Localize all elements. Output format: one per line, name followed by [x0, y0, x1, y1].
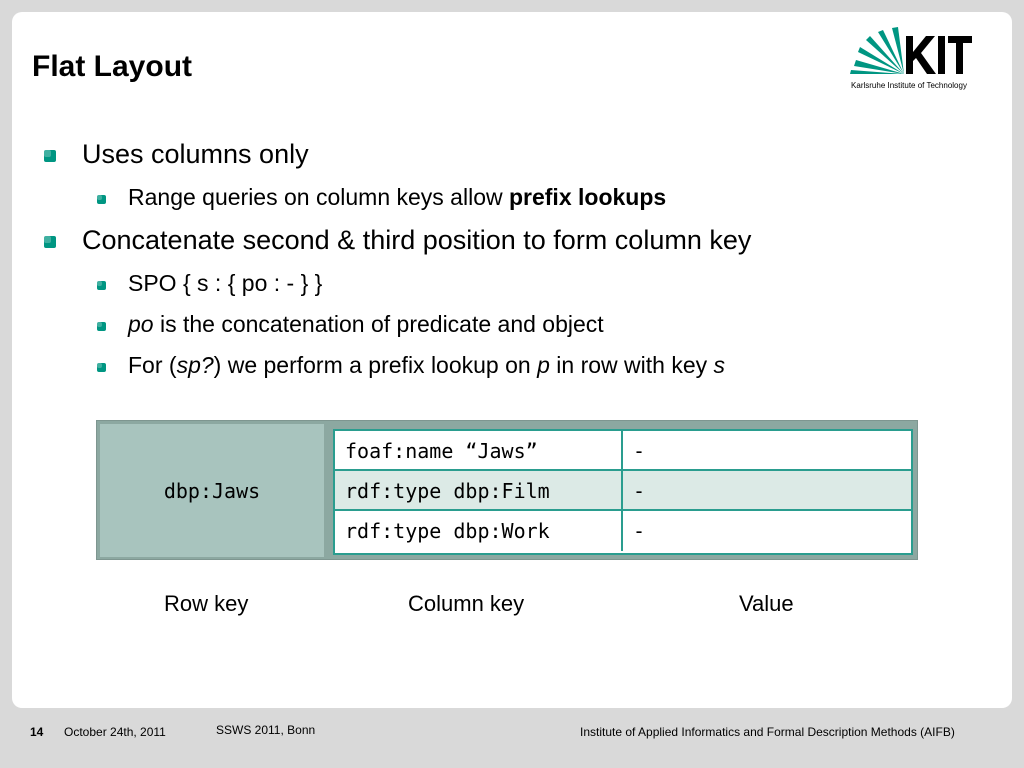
bullet-prefix-lookup: For (sp?) we perform a prefix lookup on p in row with key s [128, 352, 725, 378]
page-number: 14 [30, 725, 44, 739]
slide-title: Flat Layout [32, 50, 193, 83]
flat-layout-table [96, 420, 918, 560]
column-key-cell: foaf:name “Jaws” [335, 431, 623, 469]
row-key-cell: dbp:Jaws [100, 424, 326, 557]
bullet-uses-columns: Uses columns only [82, 139, 309, 169]
table-row [335, 511, 911, 551]
caption-value: Value [739, 591, 794, 616]
bullet-po: po is the concatenation of predicate and object [128, 311, 604, 337]
kit-logo-subtitle: Karlsruhe Institute of Technology [851, 81, 967, 90]
bullet-square-icon [97, 363, 106, 372]
caption-column-key: Column key [408, 591, 525, 616]
caption-row-key: Row key [164, 591, 249, 616]
footer-event: SSWS 2011, Bonn [216, 723, 316, 737]
bullet-square-icon [97, 322, 106, 331]
column-key-cell: rdf:type dbp:Work [335, 511, 623, 551]
bullet-spo: SPO { s : { po : - } } [128, 270, 323, 296]
column-key-cell: rdf:type dbp:Film [335, 471, 623, 509]
footer-date: October 24th, 2011 [64, 725, 166, 739]
footer-institute: Institute of Applied Informatics and Formal Description Methods (AIFB) [580, 725, 955, 739]
value-cell: - [633, 519, 646, 543]
value-cell: - [633, 439, 646, 463]
kit-logo [846, 26, 972, 96]
table-row [335, 471, 911, 511]
value-cell: - [633, 479, 646, 503]
bullet-square-icon [97, 195, 106, 204]
bullet-concatenate: Concatenate second & third position to form column key [82, 225, 752, 255]
bullet-range-queries: Range queries on column keys allow prefix lookups [128, 184, 667, 210]
column-table [333, 429, 913, 555]
bullet-square-icon [44, 236, 56, 248]
table-row [335, 431, 911, 471]
bullet-square-icon [44, 150, 56, 162]
bullet-square-icon [97, 281, 106, 290]
kit-logo-rays-icon [850, 27, 904, 74]
